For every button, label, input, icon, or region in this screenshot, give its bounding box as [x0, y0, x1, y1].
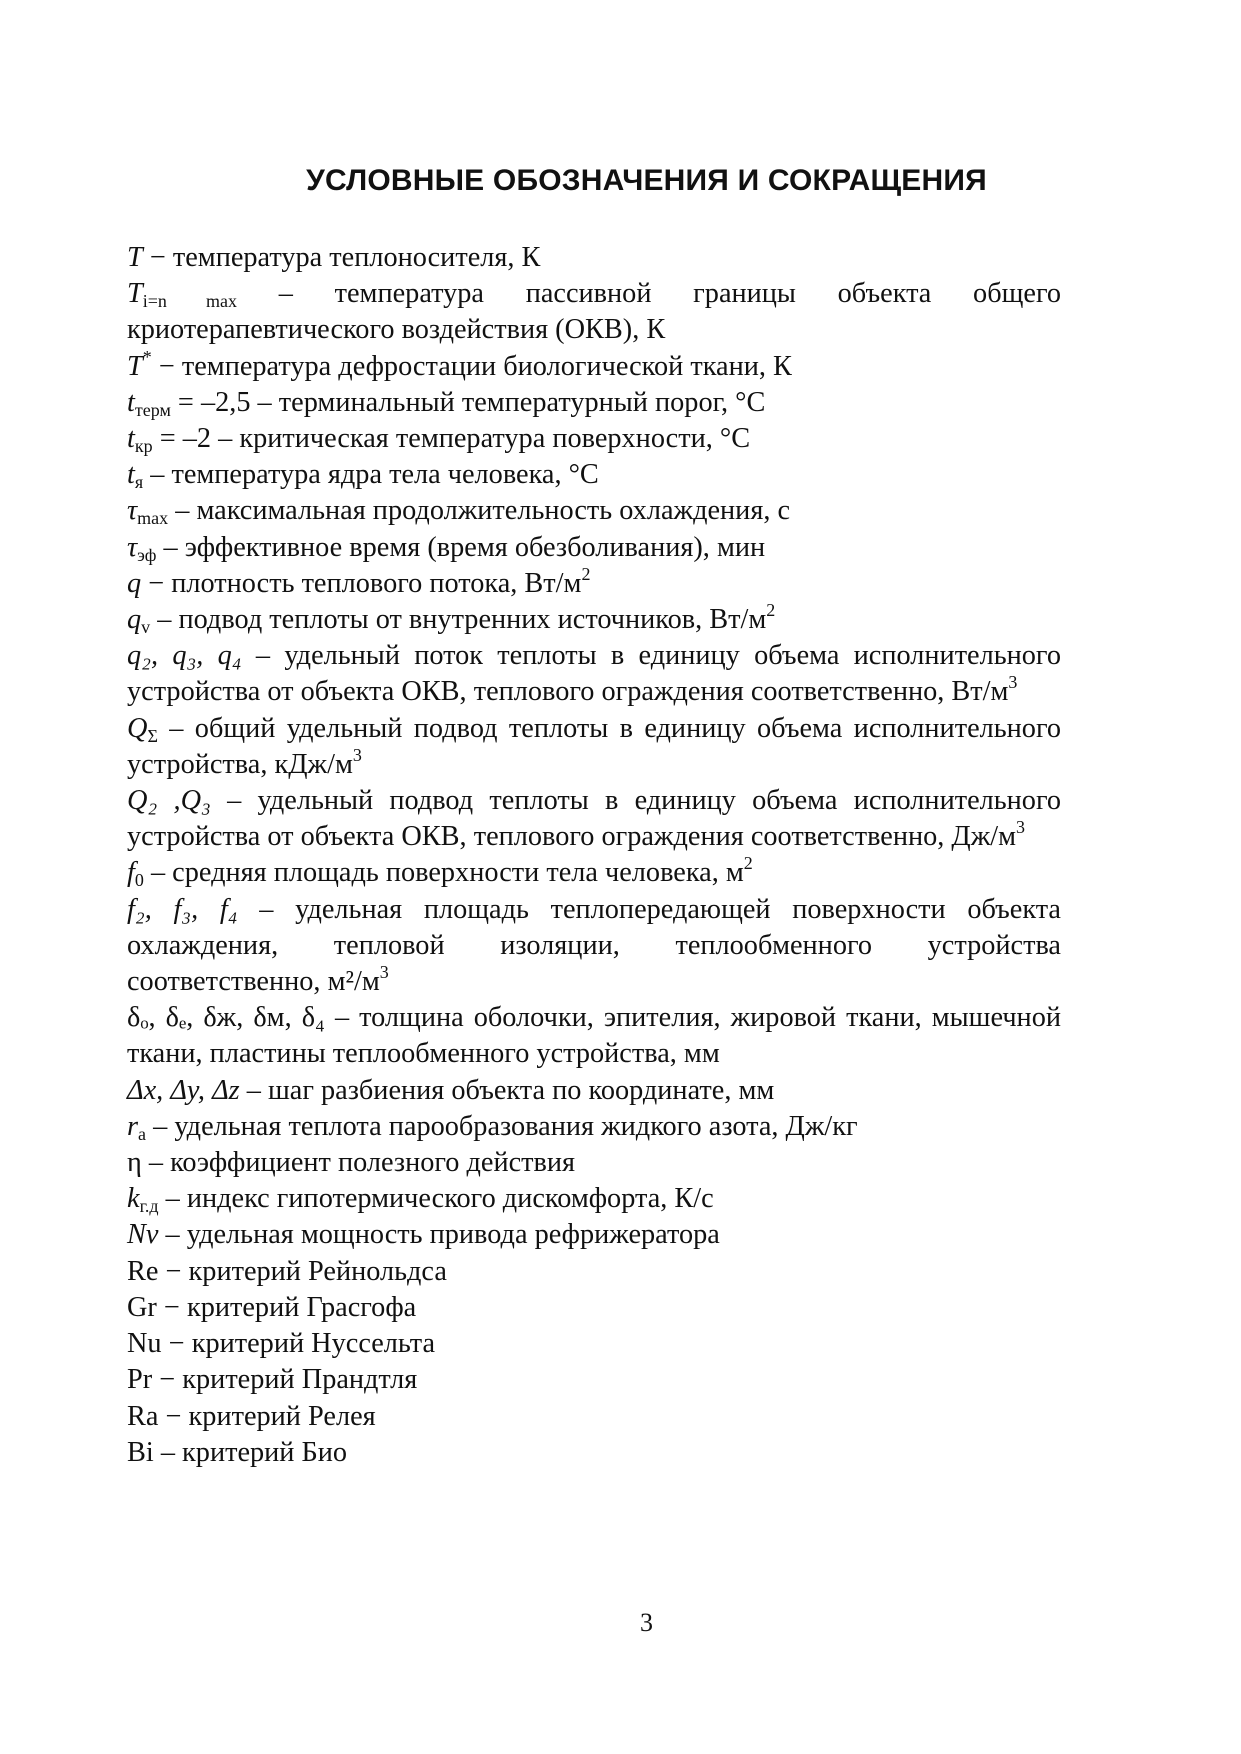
- list-item: [127, 563, 1061, 602]
- page-number: 3: [640, 1608, 653, 1637]
- entry-symbol: Bi: [127, 1436, 154, 1468]
- entry-text: – общий удельный подвод теплоты в единицу объема исполнительного устройства, кДж/м: [127, 712, 1061, 780]
- entry-subscript: я: [134, 472, 144, 493]
- unit-superscript: 3: [1008, 672, 1018, 693]
- list-item: [127, 1217, 1061, 1253]
- list-item: [127, 855, 1061, 891]
- entry-text: − температура теплоносителя, К: [142, 242, 541, 273]
- entry-text: – удельная площадь теплопередающей поверхности объекта охлаждения, тепловой изоляции, теплообменного устройства соответственно, м²/м: [127, 893, 1061, 998]
- entry-symbol: τ: [127, 531, 138, 563]
- entry-symbol: t: [127, 423, 135, 455]
- entry-symbol: r: [127, 1110, 139, 1142]
- entry-text: − критерий Рейнольдса: [158, 1255, 447, 1287]
- list-item: [127, 1073, 1061, 1109]
- unit-superscript: 2: [581, 563, 591, 584]
- entry-text: − критерий Прандтля: [152, 1364, 418, 1396]
- entry-text: – средняя площадь поверхности тела человека, м: [143, 857, 744, 889]
- entry-subscript: терм: [134, 399, 171, 420]
- entry-symbol: Δx, Δy, Δz: [127, 1074, 240, 1106]
- list-item: [127, 1254, 1061, 1290]
- entry-text: − критерий Релея: [158, 1400, 376, 1432]
- list-item: [127, 1362, 1061, 1398]
- symbols-list: [127, 240, 1061, 1471]
- entry-symbol: Ra: [127, 1400, 159, 1432]
- list-item: [127, 1000, 1061, 1072]
- unit-superscript: 3: [379, 962, 389, 983]
- entry-symbol: t: [127, 459, 135, 491]
- entry-text: – удельный поток теплоты в единицу объема исполнительного устройства от объекта ОКВ, теплового ограждения соответственно, Вт/м: [127, 640, 1061, 708]
- entry-text: – эффективное время (время обезболивания), мин: [156, 531, 766, 563]
- entry-symbol: Q: [127, 712, 148, 744]
- entry-symbol: Nu: [127, 1328, 162, 1360]
- unit-superscript: 2: [766, 600, 776, 621]
- entry-text: – шаг разбиения объекта по координате, мм: [239, 1074, 775, 1106]
- entry-symbol: T: [127, 350, 143, 382]
- entry-text: = –2,5 – терминальный температурный порог, °С: [170, 386, 766, 418]
- list-item: [127, 346, 1061, 385]
- entry-symbol: Pr: [127, 1364, 153, 1396]
- list-item: [127, 457, 1061, 493]
- entry-text: – подвод теплоты от внутренних источников, Вт/м: [150, 604, 767, 636]
- entry-symbol: k: [127, 1183, 140, 1215]
- entry-symbol: q: [127, 604, 142, 636]
- entry-symbol: η: [127, 1147, 142, 1179]
- entry-symbol: q₂, q₃, q₄: [127, 640, 242, 672]
- entry-text: – удельная теплота парообразования жидкого азота, Дж/кг: [146, 1110, 858, 1142]
- list-item: [127, 1290, 1061, 1326]
- list-item: [127, 1326, 1061, 1362]
- list-item: [127, 1109, 1061, 1145]
- entry-text: − критерий Грасгофа: [156, 1291, 417, 1323]
- list-item: [127, 602, 1061, 638]
- entry-text: – температура ядра тела человека, °С: [143, 459, 599, 491]
- entry-text: – индекс гипотермического дискомфорта, К/с: [158, 1183, 714, 1215]
- list-item: [127, 1435, 1061, 1471]
- entry-text: – удельная мощность привода рефрижератора: [158, 1219, 720, 1251]
- entry-text: – толщина оболочки, эпителия, жировой ткани, мышечной ткани, пластины теплообменного устройства, мм: [127, 1002, 1061, 1070]
- list-item: [127, 1145, 1061, 1181]
- list-item: [127, 421, 1061, 457]
- entry-text: − плотность теплового потока, Вт/м: [141, 567, 582, 599]
- entry-subscript: кр: [134, 436, 153, 457]
- entry-symbol: Gr: [127, 1291, 157, 1323]
- list-item: [127, 892, 1061, 1001]
- entry-subscript: 0: [134, 870, 144, 891]
- entry-text: – максимальная продолжительность охлаждения, с: [168, 495, 791, 527]
- entry-text: – температура пассивной границы объекта общего криотерапевтического воздействия (ОКВ), К: [127, 278, 1061, 346]
- list-item: [127, 530, 1061, 566]
- entry-symbol: Re: [127, 1255, 159, 1287]
- entry-symbol: f₂, f₃, f₄: [127, 893, 238, 925]
- list-item: [127, 638, 1061, 710]
- entry-symbol: τ: [127, 495, 138, 527]
- list-item: [127, 1181, 1061, 1217]
- list-item: [127, 783, 1061, 855]
- entry-text: − температура дефростации биологической ткани, К: [151, 350, 792, 382]
- entry-symbol: T: [127, 278, 143, 310]
- unit-superscript: 3: [1016, 817, 1026, 838]
- entry-symbol: T: [127, 242, 143, 273]
- entry-subscript: а: [138, 1123, 147, 1144]
- entry-subscript: Σ: [147, 725, 158, 746]
- entry-text: – удельный подвод теплоты в единицу объема исполнительного устройства от объекта ОКВ, теплового ограждения соответственно, Дж/м: [127, 785, 1062, 853]
- entry-subscript: г.д: [139, 1196, 159, 1217]
- entry-subscript: v: [141, 617, 151, 638]
- list-item: [127, 385, 1061, 421]
- entry-symbol: Q₂ ,Q₃: [127, 785, 211, 817]
- entry-symbol: t: [127, 386, 135, 418]
- entry-text: − критерий Нуссельта: [161, 1328, 436, 1360]
- list-item: [127, 493, 1061, 529]
- page-title: УСЛОВНЫЕ ОБОЗНАЧЕНИЯ И СОКРАЩЕНИЯ: [306, 164, 987, 197]
- entry-subscript: max: [137, 508, 169, 529]
- entry-symbol: δₒ, δₑ, δж, δм, δ₄: [127, 1002, 325, 1034]
- list-item: [127, 276, 1061, 348]
- entry-symbol: f: [127, 857, 135, 889]
- entry-subscript: i=n max: [142, 291, 238, 312]
- entry-text: – коэффициент полезного действия: [141, 1147, 576, 1179]
- entry-symbol: Nv: [127, 1219, 159, 1251]
- list-item: [127, 711, 1061, 783]
- entry-subscript: эф: [137, 544, 157, 565]
- unit-superscript: 2: [743, 853, 753, 874]
- entry-superscript: *: [142, 346, 152, 367]
- entry-symbol: q: [127, 567, 142, 599]
- entry-text: = –2 – критическая температура поверхности, °С: [152, 423, 751, 455]
- unit-superscript: 3: [352, 744, 362, 765]
- list-item: [127, 1399, 1061, 1435]
- entry-text: – критерий Био: [153, 1436, 348, 1468]
- list-item: [127, 240, 1061, 276]
